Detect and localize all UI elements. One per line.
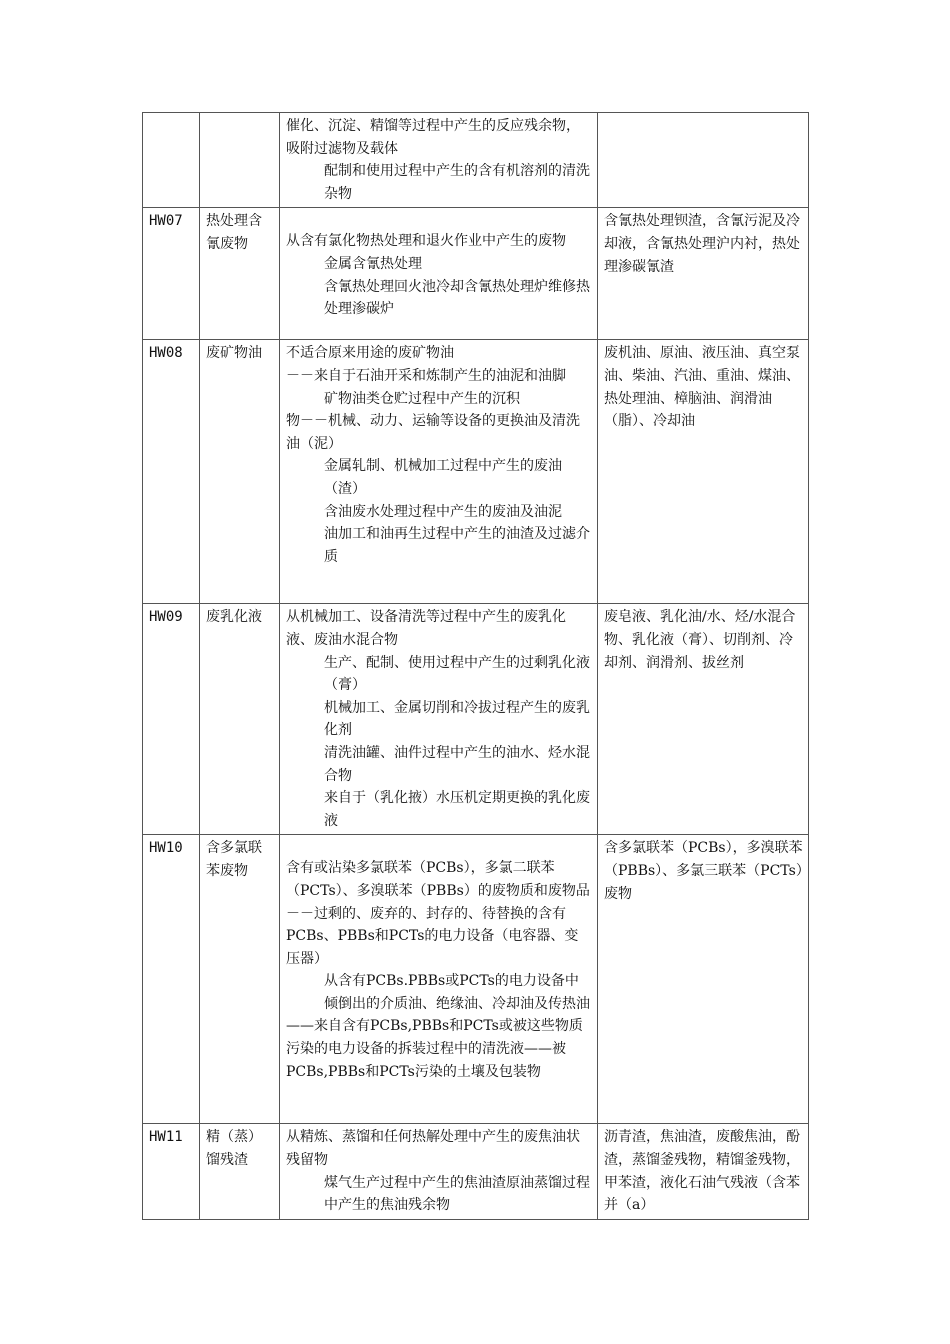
waste-sources bbox=[280, 604, 598, 835]
waste-category: 含多氯联苯废物 bbox=[200, 835, 280, 1124]
source-line: 含油废水处理过程中产生的废油及油泥 bbox=[324, 503, 562, 520]
source-line: －－来自于石油开采和炼制产生的油泥和油脚 bbox=[286, 367, 566, 384]
table-row bbox=[143, 604, 809, 835]
source-line: 催化、沉淀、精馏等过程中产生的反应残余物，吸附过滤物及载体 bbox=[286, 118, 580, 157]
source-line: ——来自含有PCBs,PBBs和PCTs或被这些物质污染的电力设备的拆装过程中的清洗液——被PCBs,PBBs和PCTs污染的土壤及包装物 bbox=[286, 1018, 583, 1080]
source-line: 机械加工、金属切削和冷拔过程产生的废乳化剂 bbox=[324, 699, 590, 739]
source-line: 从精炼、蒸馏和任何热解处理中产生的废焦油状残留物 bbox=[286, 1129, 580, 1168]
hazardous-waste-table bbox=[142, 112, 809, 1220]
waste-code bbox=[143, 113, 200, 208]
waste-code: HW08 bbox=[143, 340, 200, 604]
waste-code: HW10 bbox=[143, 835, 200, 1124]
waste-components: 沥青渣，焦油渣，废酸焦油，酚渣，蒸馏釜残物，精馏釜残物，甲苯渣，液化石油气残液（含苯并（a） bbox=[598, 1124, 809, 1219]
source-line: 来自于（乳化掖）水压机定期更换的乳化废液 bbox=[324, 790, 590, 829]
source-line: 清洗油罐、油件过程中产生的油水、烃水混合物 bbox=[324, 744, 590, 784]
waste-code: HW11 bbox=[143, 1124, 200, 1219]
waste-sources bbox=[280, 340, 598, 604]
waste-components: 含多氯联苯（PCBs），多溴联苯（PBBs）、多氯三联苯（PCTs）废物 bbox=[598, 835, 809, 1124]
table-row bbox=[143, 835, 809, 1124]
table-row bbox=[143, 340, 809, 604]
source-line: 从机械加工、设备清洗等过程中产生的废乳化液、废油水混合物 bbox=[286, 609, 566, 648]
waste-code: HW09 bbox=[143, 604, 200, 835]
waste-components: 含氰热处理钡渣，含氰污泥及冷却液，含氰热处理沪内衬，热处理渗碳氰渣 bbox=[598, 208, 809, 340]
source-line: 配制和使用过程中产生的含有机溶剂的清洗杂物 bbox=[324, 163, 590, 202]
source-line: 矿物油类仓贮过程中产生的沉积 bbox=[324, 390, 520, 407]
waste-sources bbox=[280, 835, 598, 1124]
source-line: 油加工和油再生过程中产生的油渣及过滤介质 bbox=[324, 526, 590, 565]
waste-category: 废矿物油 bbox=[200, 340, 280, 604]
waste-sources bbox=[280, 113, 598, 208]
source-line: 含氰热处理回火池冷却含氰热处理炉维修热处理渗碳炉 bbox=[324, 278, 590, 318]
source-line: 物－－机械、动力、运输等设备的更换油及清洗油（泥） bbox=[286, 413, 580, 452]
waste-category bbox=[200, 113, 280, 208]
waste-sources bbox=[280, 1124, 598, 1219]
source-line: 生产、配制、使用过程中产生的过剩乳化液（膏） bbox=[324, 654, 590, 694]
waste-sources bbox=[280, 208, 598, 340]
waste-category: 热处理含氰废物 bbox=[200, 208, 280, 340]
source-line: 金属轧制、机械加工过程中产生的废油（渣） bbox=[324, 458, 562, 497]
table-row bbox=[143, 1124, 809, 1219]
waste-components bbox=[598, 113, 809, 208]
source-line: 煤气生产过程中产生的焦油渣原油蒸馏过程中产生的焦油残余物 bbox=[324, 1174, 590, 1214]
table-row bbox=[143, 208, 809, 340]
waste-components: 废机油、原油、液压油、真空泵油、柴油、汽油、重油、煤油、热处理油、樟脑油、润滑油（脂）、冷却油 bbox=[598, 340, 809, 604]
source-line: 从含有PCBs.PBBs或PCTs的电力设备中倾倒出的介质油、绝缘油、冷却油及传热油 bbox=[324, 973, 590, 1012]
waste-code: HW07 bbox=[143, 208, 200, 340]
waste-category: 废乳化液 bbox=[200, 604, 280, 835]
source-line: 金属含氰热处理 bbox=[324, 255, 422, 272]
waste-category: 精（蒸）馏残渣 bbox=[200, 1124, 280, 1219]
waste-components: 废皂液、乳化油/水、烃/水混合物、乳化液（膏）、切削剂、冷却剂、润滑剂、拔丝剂 bbox=[598, 604, 809, 835]
source-line: 含有或沾染多氯联苯（PCBs），多氯二联苯（PCTs）、多溴联苯（PBBs）的废物质和废物品－－过剩的、废弃的、封存的、待替换的含有PCBs、PBBs和PCTs的电力设备（电容器、变压器） bbox=[286, 860, 590, 967]
table-row bbox=[143, 113, 809, 208]
source-line: 从含有氯化物热处理和退火作业中产生的废物 bbox=[286, 233, 566, 250]
source-line: 不适合原来用途的废矿物油 bbox=[286, 345, 454, 362]
